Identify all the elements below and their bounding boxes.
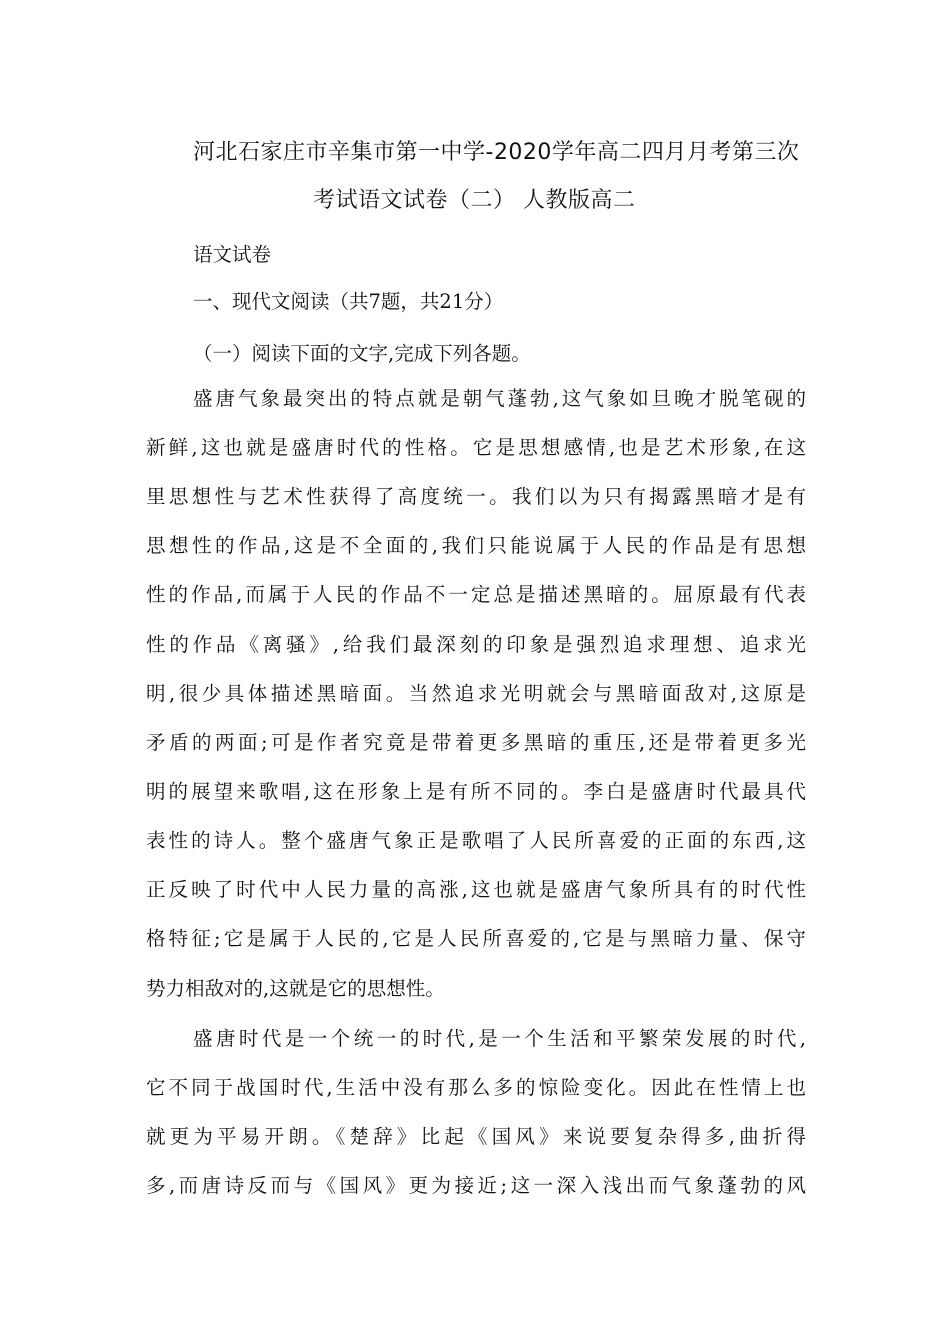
subject-label: 语文试卷 xyxy=(193,243,272,266)
paragraph-line: 矛盾的两面;可是作者究竟是带着更多黑暗的重压,还是带着更多光 xyxy=(146,731,806,754)
paragraph-line: 表性的诗人。整个盛唐气象正是歌唱了人民所喜爱的正面的东西,这 xyxy=(146,829,806,852)
paragraph-line: 盛唐时代是一个统一的时代,是一个生活和平繁荣发展的时代, xyxy=(193,1027,806,1050)
paragraph-line: 格特征;它是属于人民的,它是人民所喜爱的,它是与黑暗力量、保守 xyxy=(146,927,806,950)
paragraph-line: 性的作品《离骚》,给我们最深刻的印象是强烈追求理想、追求光 xyxy=(146,633,806,656)
paragraph-line: 多,而唐诗反而与《国风》更为接近;这一深入浅出而气象蓬勃的风 xyxy=(146,1174,806,1197)
paragraph-line: 就更为平易开朗。《楚辞》比起《国风》来说要复杂得多,曲折得 xyxy=(146,1125,806,1148)
paragraph-line: 明的展望来歌唱,这在形象上是有所不同的。李白是盛唐时代最具代 xyxy=(146,780,806,803)
sub-heading: （一）阅读下面的文字,完成下列各题。 xyxy=(193,342,531,365)
document-title-line1: 河北石家庄市辛集市第一中学-2020学年高二四月月考第三次 xyxy=(193,140,800,165)
paragraph-line: 新鲜,这也就是盛唐时代的性格。它是思想感情,也是艺术形象,在这 xyxy=(146,436,806,459)
paragraph-line: 势力相敌对的,这就是它的思想性。 xyxy=(146,977,445,1000)
section-heading: 一、现代文阅读（共7题，共21分） xyxy=(193,290,504,313)
paragraph-line: 盛唐气象最突出的特点就是朝气蓬勃,这气象如旦晚才脱笔砚的 xyxy=(193,387,806,410)
document-title-line2: 考试语文试卷（二） 人教版高二 xyxy=(313,188,636,213)
paragraph-line: 明,很少具体描述黑暗面。当然追求光明就会与黑暗面敌对,这原是 xyxy=(146,682,806,705)
paragraph-line: 正反映了时代中人民力量的高涨,这也就是盛唐气象所具有的时代性 xyxy=(146,878,806,901)
paragraph-line: 性的作品,而属于人民的作品不一定总是描述黑暗的。屈原最有代表 xyxy=(146,583,806,606)
paragraph-line: 思想性的作品,这是不全面的,我们只能说属于人民的作品是有思想 xyxy=(146,534,806,557)
paragraph-line: 它不同于战国时代,生活中没有那么多的惊险变化。因此在性情上也 xyxy=(146,1076,806,1099)
paragraph-line: 里思想性与艺术性获得了高度统一。我们以为只有揭露黑暗才是有 xyxy=(146,485,806,508)
